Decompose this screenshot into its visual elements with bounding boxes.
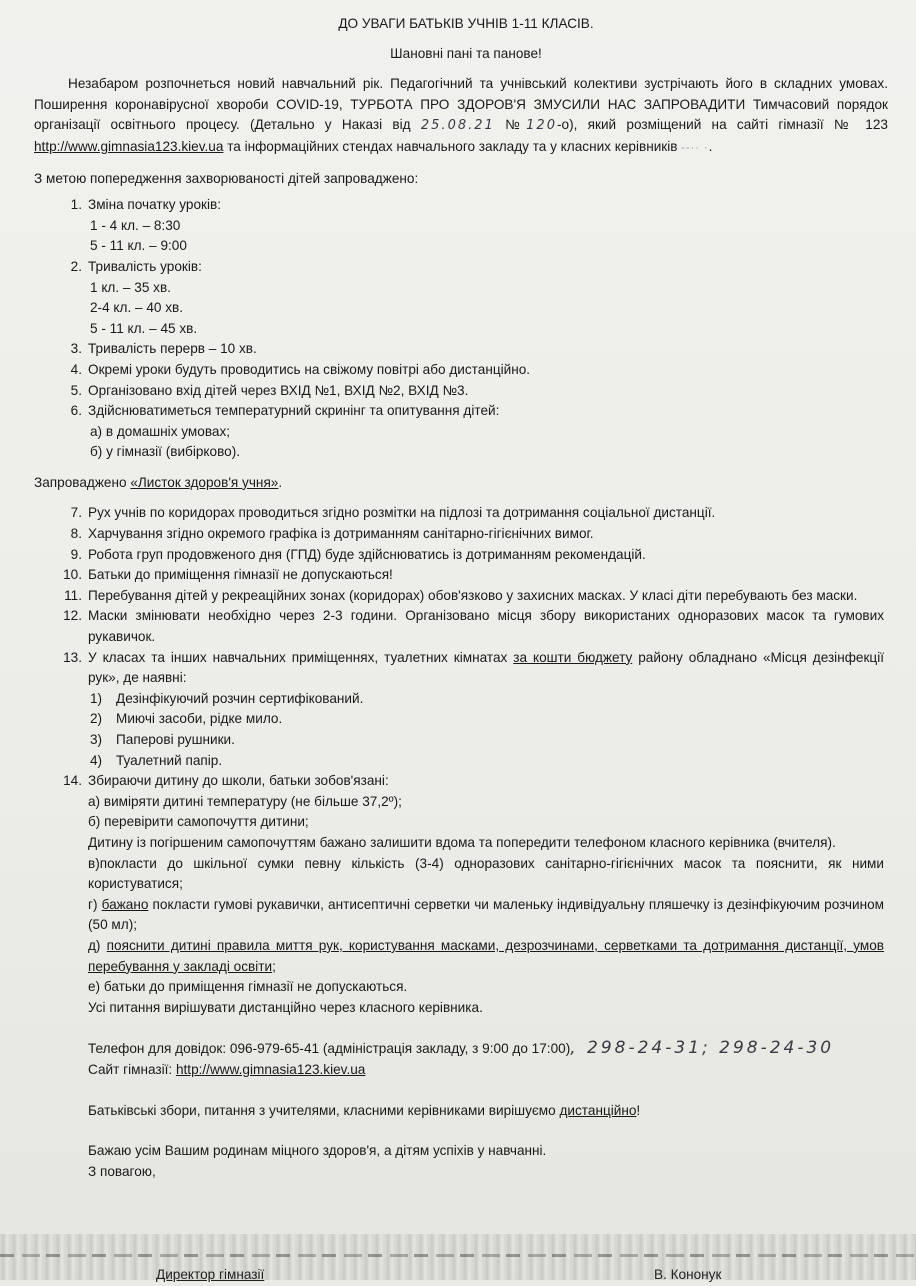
sub-item-text: Дезінфікуючий розчин сертифікований. xyxy=(116,690,364,706)
item-number: 5. xyxy=(70,382,82,398)
item-text: Батьки до приміщення гімназії не допускаються! xyxy=(88,567,393,583)
item-text: Здійснюватиметься температурний скринінг та опитування дітей: xyxy=(88,403,500,419)
meetings-end: ! xyxy=(636,1102,641,1118)
item-13-text-b: району обладнано «Місця дезінфекції рук», де наявні: xyxy=(88,649,884,686)
sub-item-number: 4) xyxy=(90,752,103,768)
item-14-b: б) перевірити самопочуття дитини; xyxy=(88,814,309,830)
list-item-3 xyxy=(34,339,898,360)
intro-end: та інформаційних стендах навчального закладу та у класних керівників xyxy=(227,138,678,154)
disinfection-item xyxy=(34,709,898,730)
item-text: Тривалість перерв – 10 хв. xyxy=(88,341,257,357)
item-number: 6. xyxy=(70,403,82,419)
item-14-d-explain: пояснити дитині правила миття рук, користування масками, дезрозчинами, серветками та дотримання дистанції, умов перебування у закладі освіти xyxy=(88,937,884,974)
closing-block xyxy=(34,1141,898,1182)
sub-item-number: 3) xyxy=(90,732,103,747)
item-14-d xyxy=(88,936,884,977)
item-number: 10. xyxy=(63,567,82,583)
item-14-d-end: ; xyxy=(272,958,276,974)
list-item-6 xyxy=(34,401,898,422)
disinfection-items xyxy=(34,689,898,771)
item-14-g xyxy=(88,895,884,936)
sub-item: б) у гімназії (вибірково). xyxy=(90,444,241,460)
item-number: 11. xyxy=(64,587,82,603)
item-number: 13. xyxy=(63,649,82,665)
sub-item-number: 2) xyxy=(90,711,103,727)
meetings-line xyxy=(34,1101,898,1122)
site-link-intro[interactable]: http://www.gimnasia123.kiev.ua xyxy=(34,138,224,154)
prevention-heading: З метою попередження захворюваності дітей запроваджено: xyxy=(34,170,419,186)
item-text: Харчування згідно окремого графіка із дотриманням санітарно-гігієнічних вимог. xyxy=(88,526,594,542)
disinfection-item xyxy=(34,751,898,772)
list-item-11 xyxy=(34,586,898,607)
intro-text: Незабаром розпочнеться новий навчальний рік. Педагогічний та учнівський колективи зустрічають його в складних умовах. Поширення коронавірусної хвороби COVID-19, ТУРБОТА ПРО ЗДОРОВ'Я ЗМУСИЛИ НАС ЗАПРОВАДИТИ Тимчасовий порядок організації освітнього процесу. (Детально у Наказі від xyxy=(34,76,888,133)
signature-name: В. Кононук xyxy=(654,1267,722,1283)
item-14-v: в)покласти до шкільної сумки певну кількість (3-4) одноразових санітарно-гігієнічних масок та пояснити, як ними користуватися; xyxy=(88,855,884,892)
site-label: Сайт гімназії: xyxy=(88,1061,173,1077)
contacts-block xyxy=(34,1038,898,1080)
list-item-5 xyxy=(34,381,898,402)
closing-wish: Бажаю усім Вашим родинам міцного здоров'я, а дітям успіхів у навчанні. xyxy=(88,1143,547,1159)
sub-item: 1 - 4 кл. – 8:30 xyxy=(90,217,181,233)
scan-divider-line xyxy=(0,1254,916,1257)
list-item-4 xyxy=(34,360,898,381)
item-text: Робота груп продовженого дня (ГПД) буде здійснюватись із дотриманням рекомендацій. xyxy=(88,546,646,562)
list-item-2 xyxy=(34,257,898,278)
sub-item: 2-4 кл. – 40 хв. xyxy=(90,300,184,316)
item-text: Зміна початку уроків: xyxy=(88,197,222,213)
handwritten-phones: , 298-24-31; 298-24-30 xyxy=(570,1038,835,1059)
list-item-8 xyxy=(34,524,898,545)
signature-role: Директор гімназії xyxy=(156,1267,265,1283)
item-number: 7. xyxy=(70,505,82,521)
sub-item: 1 кл. – 35 хв. xyxy=(90,279,171,295)
list-item-12 xyxy=(34,606,898,647)
health-sheet-line xyxy=(34,473,898,494)
item-14-remote: Усі питання вирішувати дистанційно через класного керівника. xyxy=(88,999,483,1015)
list-item-14 xyxy=(34,771,898,792)
document-title: ДО УВАГИ БАТЬКІВ УЧНІВ 1-11 КЛАСІВ. xyxy=(338,16,594,31)
item-number: 8. xyxy=(70,526,82,542)
intro-paragraph xyxy=(34,74,898,158)
handwritten-order-number: 120 xyxy=(526,118,557,134)
item-text: Рух учнів по коридорах проводиться згідно розмітки на підлозі та дотримання соціальної дистанції. xyxy=(88,505,716,521)
item-13-text-a: У класах та інших навчальних приміщеннях, туалетних кімнатах xyxy=(88,649,508,665)
list-item-13 xyxy=(34,648,898,689)
sub-item-text: Туалетний папір. xyxy=(116,752,223,768)
sub-item-text: Паперові рушники. xyxy=(116,732,235,747)
phone-line xyxy=(88,1038,898,1060)
closing-regards: З повагою, xyxy=(88,1163,156,1179)
sub-item: а) в домашніх умовах; xyxy=(90,423,231,439)
item-number: 2. xyxy=(70,258,82,274)
meetings-text: Батьківські збори, питання з учителями, класними керівниками вирішуємо xyxy=(88,1102,556,1118)
item-number: 3. xyxy=(70,341,82,357)
site-line xyxy=(88,1060,898,1081)
phone-label: Телефон для довідок: 096-979-65-41 (адміністрація закладу, з 9:00 до 17:00) xyxy=(88,1041,571,1057)
list-item-7 xyxy=(34,503,898,524)
item-14-g-prefix: г) xyxy=(88,896,98,912)
item-14-g-rest: покласти гумові рукавички, антисептичні серветки чи маленьку індивідуальну пляшечку із дезінфікуючим розчином (50 мл); xyxy=(88,896,884,933)
meetings-remote: дистанційно xyxy=(559,1102,637,1118)
handwritten-date: 25.08.21 xyxy=(420,118,495,134)
item-14-details xyxy=(34,792,898,1019)
intro-dot: . xyxy=(708,138,713,154)
sub-item-text: Миючі засоби, рідке мило. xyxy=(116,711,283,727)
sub-item-number: 1) xyxy=(90,690,103,706)
health-sheet-prefix: Запроваджено xyxy=(34,474,127,490)
item-text: Організовано вхід дітей через ВХІД №1, ВХІД №2, ВХІД №3. xyxy=(88,382,469,398)
item-number: 12. xyxy=(63,608,82,624)
item-14-text: Збираючи дитину до школи, батьки зобов'язані: xyxy=(88,773,389,789)
measures-list-2 xyxy=(34,503,898,647)
health-sheet-suffix: . xyxy=(278,474,283,490)
item-number: 9. xyxy=(70,546,82,562)
item-number: 14. xyxy=(63,773,82,789)
site-link-contacts[interactable]: http://www.gimnasia123.kiev.ua xyxy=(175,1061,366,1077)
item-number: 4. xyxy=(70,361,82,377)
redacted-text: --·· · xyxy=(681,141,709,154)
item-text: Маски змінювати необхідно через 2-3 години. Організовано місця збору використаних одноразових масок та гумових рукавичок. xyxy=(88,608,884,645)
item-14-e: е) батьки до приміщення гімназії не допускаються. xyxy=(88,979,408,995)
list-item-10 xyxy=(34,565,898,586)
item-14-sick: Дитину із погіршеним самопочуттям бажано залишити вдома та попередити телефоном класного керівника (вчителя). xyxy=(88,834,836,850)
disinfection-item xyxy=(34,730,898,751)
order-prefix: № xyxy=(505,117,527,133)
scan-bottom-strip xyxy=(0,1234,916,1283)
greeting: Шановні пані та панове! xyxy=(390,45,542,61)
measures-list-1 xyxy=(34,195,898,463)
disinfection-item xyxy=(34,689,898,710)
sub-item: 5 - 11 кл. – 45 хв. xyxy=(90,320,198,336)
list-item-9 xyxy=(34,545,898,566)
health-sheet-link[interactable]: «Листок здоров'я учня» xyxy=(130,474,279,490)
item-14-d-prefix: д) xyxy=(88,937,101,953)
item-14-a: а) виміряти дитині температуру (не більше 37,2º); xyxy=(88,793,402,809)
item-text: Окремі уроки будуть проводитись на свіжому повітрі або дистанційно. xyxy=(88,361,531,377)
list-item-1 xyxy=(34,195,898,216)
item-text: Тривалість уроків: xyxy=(88,258,202,274)
item-14-g-desirable: бажано xyxy=(101,896,149,912)
item-text: Перебування дітей у рекреаційних зонах (коридорах) обов'язково у захисних масках. У класі діти перебувають без маски. xyxy=(88,587,858,603)
intro-tail: -о), який розміщений на сайті гімназії № 123 xyxy=(556,117,888,133)
sub-item: 5 - 11 кл. – 9:00 xyxy=(90,238,187,254)
item-13-budget: за кошти бюджету xyxy=(513,649,633,665)
item-number: 1. xyxy=(70,197,82,213)
